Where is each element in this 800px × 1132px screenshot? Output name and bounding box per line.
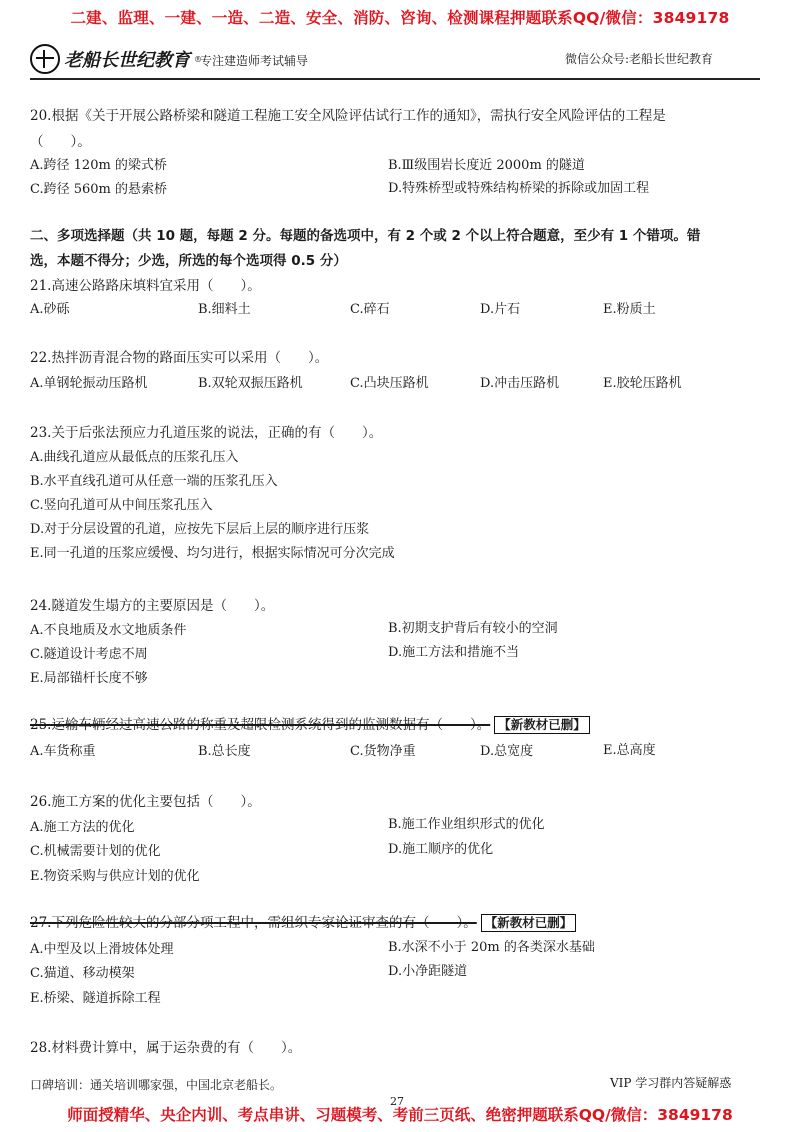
q24-stem: 24.隧道发生塌方的主要原因是（ ）。 (30, 598, 275, 614)
q27-deleted-tag: 【新教材已删】 (481, 914, 577, 932)
q21-option-d: D.片石 (480, 302, 521, 317)
header-divider (30, 78, 760, 80)
q23-option-d: D.对于分层设置的孔道，应按先下层后上层的顺序进行压浆 (30, 522, 370, 537)
q21-option-c: C.碎石 (350, 302, 390, 317)
top-promo-banner: 二建、监理、一建、一造、二造、安全、消防、咨询、检测课程押题联系QQ/微信：3849178 (70, 9, 730, 27)
registered-mark: ® (194, 54, 202, 64)
q21-option-a: A.砂砾 (30, 302, 70, 317)
q22-option-c: C.凸块压路机 (350, 376, 429, 391)
footer-vip-note: VIP 学习群内答疑解惑 (610, 1076, 732, 1090)
q22-option-b: B.双轮双振压路机 (198, 376, 303, 391)
q27-stem-row (30, 911, 576, 932)
q21-option-e: E.粉质土 (603, 302, 656, 317)
q25-deleted-tag: 【新教材已删】 (494, 716, 590, 734)
q25-option-b: B.总长度 (198, 744, 251, 759)
wechat-account: 微信公众号:老船长世纪教育 (565, 52, 714, 66)
section-heading: 二、多项选择题（共 10 题，每题 2 分。每题的备选项中，有 2 个或 2 个以上符合题意，至少有 1 个错项。错 (30, 228, 701, 244)
q20-option-b: B.Ⅲ级围岩长度近 2000m 的隧道 (388, 158, 585, 173)
q20-option-a: A.跨径 120m 的梁式桥 (30, 158, 167, 173)
q23-option-a: A.曲线孔道应从最低点的压浆孔压入 (30, 450, 239, 465)
ship-wheel-icon (30, 44, 60, 74)
q27-option-d: D.小净距隧道 (388, 964, 468, 979)
q21-option-b: B.细料土 (198, 302, 251, 317)
q26-option-d: D.施工顺序的优化 (388, 842, 494, 857)
q24-option-d: D.施工方法和措施不当 (388, 645, 520, 660)
q26-option-e: E.物资采购与供应计划的优化 (30, 869, 200, 884)
brand-logo (30, 44, 202, 74)
q23-option-e: E.同一孔道的压浆应缓慢、均匀进行，根据实际情况可分次完成 (30, 546, 395, 561)
q26-stem: 26.施工方案的优化主要包括（ ）。 (30, 794, 261, 810)
q25-option-e: E.总高度 (603, 743, 656, 758)
q25-stem: 25.运输车辆经过高速公路的称重及超限检测系统得到的监测数据有（ ）。 (30, 717, 491, 733)
logo-text: 老船长世纪教育 (64, 50, 190, 71)
q27-stem: 27.下列危险性较大的分部分项工程中，需组织专家论证审查的有（ ）。 (30, 915, 477, 931)
q27-option-b: B.水深不小于 20m 的各类深水基础 (388, 940, 595, 955)
q22-option-d: D.冲击压路机 (480, 376, 560, 391)
q23-stem: 23.关于后张法预应力孔道压浆的说法，正确的有（ ）。 (30, 425, 383, 441)
q25-stem-row (30, 713, 590, 734)
q24-option-c: C.隧道设计考虑不周 (30, 647, 148, 662)
tagline: 专注建造师考试辅导 (200, 54, 309, 68)
q22-option-a: A.单钢轮振动压路机 (30, 376, 148, 391)
q22-stem: 22.热拌沥青混合物的路面压实可以采用（ ）。 (30, 350, 329, 366)
q20-option-c: C.跨径 560m 的悬索桥 (30, 182, 168, 197)
q21-stem: 21.高速公路路床填料宜采用（ ）。 (30, 278, 261, 294)
q28-stem: 28.材料费计算中，属于运杂费的有（ ）。 (30, 1040, 302, 1056)
q26-option-b: B.施工作业组织形式的优化 (388, 817, 545, 832)
q25-option-a: A.车货称重 (30, 744, 96, 759)
q25-option-c: C.货物净重 (350, 744, 416, 759)
q26-option-c: C.机械需要计划的优化 (30, 844, 161, 859)
q20-stem-cont: （ ）。 (30, 134, 91, 150)
q25-option-d: D.总宽度 (480, 744, 534, 759)
section-heading-cont: 选，本题不得分；少选，所选的每个选项得 0.5 分） (30, 253, 347, 269)
q27-option-c: C.猫道、移动模架 (30, 966, 135, 981)
q26-option-a: A.施工方法的优化 (30, 820, 135, 835)
q23-option-c: C.竖向孔道可从中间压浆孔压入 (30, 498, 213, 513)
q24-option-a: A.不良地质及水文地质条件 (30, 623, 187, 638)
q24-option-e: E.局部锚杆长度不够 (30, 671, 148, 686)
page-number: 27 (390, 1095, 404, 1108)
q22-option-e: E.胶轮压路机 (603, 376, 682, 391)
q27-option-e: E.桥梁、隧道拆除工程 (30, 991, 161, 1006)
q23-option-b: B.水平直线孔道可从任意一端的压浆孔压入 (30, 474, 278, 489)
q24-option-b: B.初期支护背后有较小的空洞 (388, 621, 558, 636)
q20-option-d: D.特殊桥型或特殊结构桥梁的拆除或加固工程 (388, 181, 650, 196)
footer-slogan: 口碑培训：通关培训哪家强，中国北京老船长。 (30, 1078, 283, 1092)
q27-option-a: A.中型及以上滑坡体处理 (30, 942, 174, 957)
bottom-promo-banner: 师面授精华、央企内训、考点串讲、习题模考、考前三页纸、绝密押题联系QQ/微信：3849178 (67, 1106, 733, 1124)
q20-stem: 20.根据《关于开展公路桥梁和隧道工程施工安全风险评估试行工作的通知》，需执行安全风险评估的工程是 (30, 108, 666, 124)
